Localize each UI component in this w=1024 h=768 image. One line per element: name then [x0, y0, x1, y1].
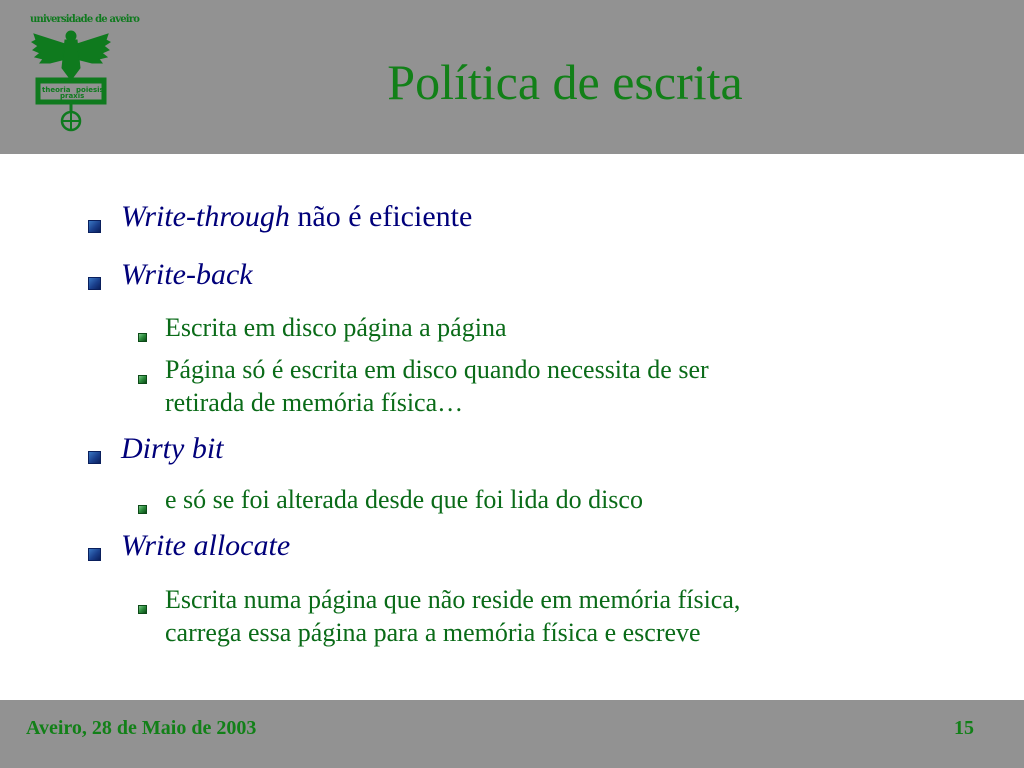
sub-bullet-line: Página só é escrita em disco quando necessita de ser: [165, 355, 709, 384]
footer-date: Aveiro, 28 de Maio de 2003: [26, 717, 257, 739]
page-number: 15: [954, 717, 974, 739]
slide-title: Política de escrita: [387, 54, 743, 110]
blue-square-bullet-icon: [88, 277, 101, 290]
blue-square-bullet-icon: [88, 220, 101, 233]
bullet-text: não é eficiente: [289, 200, 473, 233]
logo-motto-2: poiesis: [76, 86, 104, 94]
bullet-dirty-bit: [121, 432, 224, 466]
bullet-term: Write-through: [121, 200, 290, 233]
logo-motto-1: theoria: [42, 86, 71, 94]
sub-bullet-line: carrega essa página para a memória física e escreve: [165, 618, 701, 647]
green-square-bullet-icon: [138, 333, 147, 342]
bullet-write-through: [121, 200, 472, 234]
bullet-term: Write allocate: [121, 529, 291, 562]
blue-square-bullet-icon: [88, 548, 101, 561]
bullet-write-back: [121, 258, 253, 292]
sub-bullet-line: Escrita em disco página a página: [165, 313, 507, 342]
bullet-write-allocate: [121, 529, 290, 563]
bullet-term: Dirty bit: [121, 432, 224, 465]
green-square-bullet-icon: [138, 605, 147, 614]
blue-square-bullet-icon: [88, 451, 101, 464]
sub-bullet-line: e só se foi alterada desde que foi lida do disco: [165, 485, 643, 514]
sub-bullet-line: Escrita numa página que não reside em memória física,: [165, 585, 741, 614]
green-square-bullet-icon: [138, 375, 147, 384]
logo-motto-3: praxis: [60, 92, 85, 100]
logo-wordmark: universidade de aveiro: [30, 14, 140, 25]
footer-band: [0, 700, 1024, 768]
sub-bullet-line: retirada de memória física…: [165, 388, 464, 417]
header-band: [0, 0, 1024, 154]
green-square-bullet-icon: [138, 505, 147, 514]
bullet-term: Write-back: [121, 258, 253, 291]
